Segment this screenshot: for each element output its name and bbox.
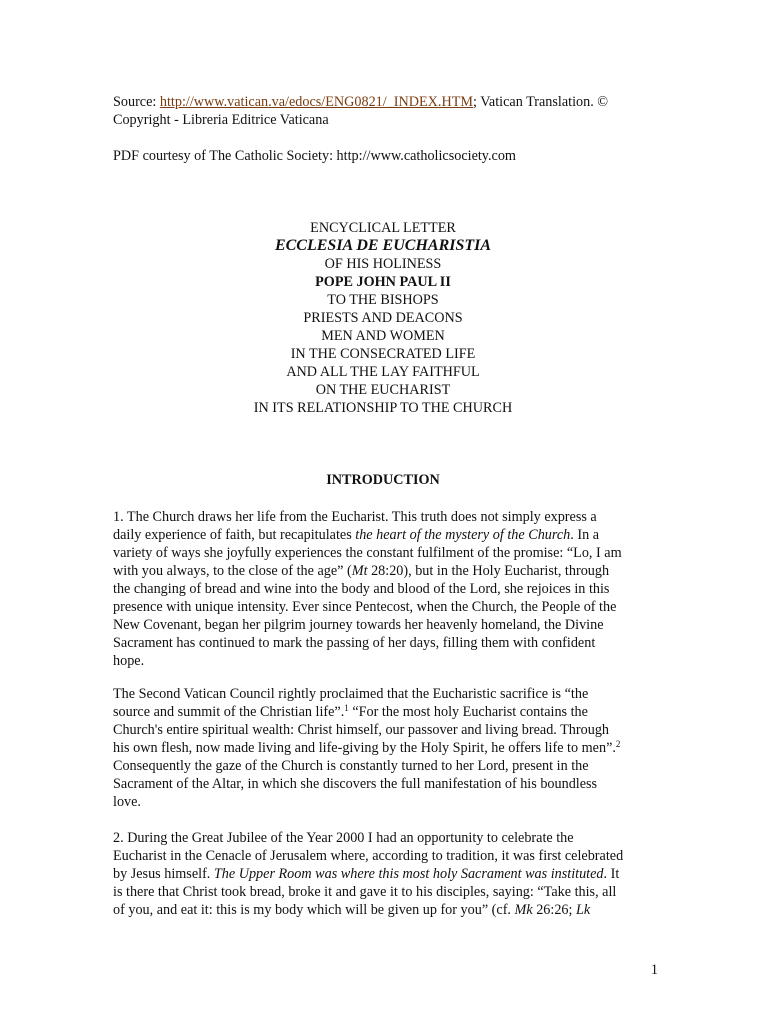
text-run: source and summit of the Christian life”.: [113, 704, 345, 720]
paragraph-2: [113, 685, 658, 811]
paragraph-1: [113, 508, 658, 670]
text-run: . In a: [570, 527, 600, 543]
paragraph-line: is there that Christ took bread, broke it and gave it to his disciples, saying: “Take this, all: [113, 884, 617, 900]
paragraph-line: [113, 562, 658, 580]
italic-run: the heart of the mystery of the Church: [355, 527, 571, 543]
paragraph-line: [113, 739, 658, 757]
title-line-pope: POPE JOHN PAUL II: [315, 274, 451, 290]
italic-run: Mk: [514, 902, 533, 918]
paragraph-line: 2. During the Great Jubilee of the Year 2000 I had an opportunity to celebrate the: [113, 830, 574, 846]
text-run: daily experience of faith, but recapitulates: [113, 527, 356, 543]
source-prefix: Source:: [113, 94, 160, 110]
copyright-line: Copyright - Libreria Editrice Vaticana: [113, 112, 329, 128]
italic-run: Lk: [576, 902, 591, 918]
title-line-men-women: MEN AND WOMEN: [321, 328, 445, 344]
paragraph-line: Church's entire spiritual wealth: Christ himself, our passover and living bread. Through: [113, 722, 610, 738]
paragraph-line: [113, 526, 658, 544]
title-line-priests: PRIESTS AND DEACONS: [303, 310, 463, 326]
title-line-relationship: IN ITS RELATIONSHIP TO THE CHURCH: [253, 400, 513, 416]
italic-run: The Upper Room was where this most holy Sacrament was instituted: [213, 866, 604, 882]
text-run: “For the most holy Eucharist contains the: [348, 704, 588, 720]
footnote-ref[interactable]: 2: [615, 739, 621, 749]
source-notice: [113, 93, 658, 129]
text-run: . It: [603, 866, 620, 882]
introduction-heading: INTRODUCTION: [326, 472, 440, 488]
text-run: his own flesh, now made living and life-giving by the Holy Spirit, he offers life to men”.: [113, 740, 616, 756]
page-number: 1: [650, 962, 658, 978]
paragraph-line: [113, 865, 658, 883]
title-line-consecrated: IN THE CONSECRATED LIFE: [290, 346, 476, 362]
paragraph-line: [113, 703, 658, 721]
paragraph-line: presence with unique intensity. Ever since Pentecost, when the Church, the People of the: [113, 599, 617, 615]
paragraph-line: Sacrament of the Altar, in which she discovers the full manifestation of his boundless: [113, 776, 598, 792]
italic-run: Mt: [351, 563, 368, 579]
title-line-encyclical: ENCYCLICAL LETTER: [310, 220, 456, 236]
paragraph-line: 1. The Church draws her life from the Eucharist. This truth does not simply express a: [113, 509, 597, 525]
text-run: of you, and eat it: this is my body which will be given up for you” (cf.: [113, 902, 515, 918]
paragraph-line: the changing of bread and wine into the body and blood of the Lord, she rejoices in this: [113, 581, 610, 597]
text-run: by Jesus himself.: [113, 866, 214, 882]
paragraph-line: variety of ways she joyfully experiences the constant fulfilment of the promise: “Lo, I am: [113, 545, 622, 561]
paragraph-line: [113, 901, 658, 919]
paragraph-line: Eucharist in the Cenacle of Jerusalem where, according to tradition, it was first celebrated: [113, 848, 624, 864]
source-link[interactable]: http://www.vatican.va/edocs/ENG0821/_INDEX.HTM: [159, 94, 474, 110]
paragraph-line: Consequently the gaze of the Church is constantly turned to her Lord, present in the: [113, 758, 589, 774]
footnote-ref[interactable]: 1: [344, 703, 349, 713]
title-line-bishops: TO THE BISHOPS: [327, 292, 439, 308]
document-title: ECCLESIA DE EUCHARISTIA: [274, 237, 492, 254]
text-run: 26:26;: [532, 902, 576, 918]
text-run: with you always, to the close of the age” (: [113, 563, 352, 579]
paragraph-line: New Covenant, began her pilgrim journey towards her heavenly homeland, the Divine: [113, 617, 604, 633]
paragraph-3: [113, 829, 658, 919]
title-line-eucharist: ON THE EUCHARIST: [315, 382, 451, 398]
paragraph-line: Sacrament has continued to mark the passing of her days, filling them with confident: [113, 635, 596, 651]
title-line-holiness: OF HIS HOLINESS: [324, 256, 442, 272]
paragraph-line: hope.: [113, 653, 145, 669]
paragraph-line: The Second Vatican Council rightly proclaimed that the Eucharistic sacrifice is “the: [113, 686, 589, 702]
encyclical-title-block: [113, 219, 653, 417]
title-line-lay-faithful: AND ALL THE LAY FAITHFUL: [286, 364, 480, 380]
source-suffix: ; Vatican Translation. ©: [473, 94, 609, 110]
paragraph-line: love.: [113, 794, 141, 810]
courtesy-line: PDF courtesy of The Catholic Society: http://www.catholicsociety.com: [113, 148, 516, 164]
text-run: 28:20), but in the Holy Eucharist, through: [367, 563, 610, 579]
